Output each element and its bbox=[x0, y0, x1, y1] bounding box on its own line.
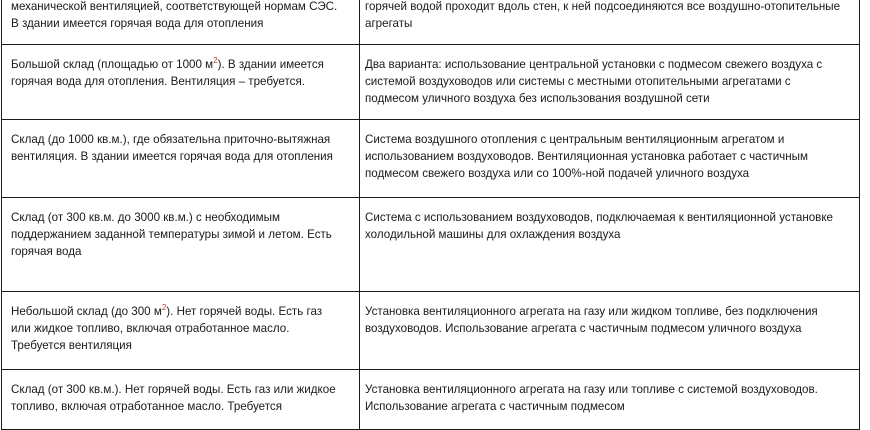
cell-text: ). Нет горячей воды. Есть газ или жидкое топливо, включая отработанное масло. Требуется вентиляция bbox=[11, 305, 323, 353]
cell-text: Система воздушного отопления с центральным вентиляционным агрегатом и использованием воздуховодов. Вентиляционная установка работает с частичным подмесом свежего воздуха или со 100%-ной подачей уличного воздуха bbox=[365, 133, 808, 181]
cell-text: механической вентиляцией, соответствующей нормам СЭС. В здании имеется горячая вода для отопления bbox=[11, 0, 338, 31]
table-cell-solution bbox=[360, 0, 860, 45]
table-cell-condition bbox=[2, 292, 360, 370]
table-cell-solution bbox=[360, 45, 860, 120]
cell-text: Небольшой склад (до 300 м bbox=[11, 305, 162, 318]
table-cell-condition bbox=[2, 45, 360, 120]
cell-text: Большой склад (площадью от 1000 м bbox=[11, 58, 214, 71]
table-row bbox=[2, 198, 860, 292]
superscript: 2 bbox=[213, 56, 218, 65]
cell-text: Два варианта: использование центральной установки с подмесом свежего воздуха с системой воздуховодов или системы с местными отопительными агрегатами с подмесом уличного воздуха без использования воздушной сети bbox=[365, 58, 823, 106]
ventilation-comparison-table bbox=[1, 0, 860, 430]
cell-text: Склад (от 300 кв.м.). Нет горячей воды. Есть газ или жидкое топливо, включая отработанное масло. Требуется bbox=[11, 383, 336, 414]
table-cell-solution bbox=[360, 292, 860, 370]
cell-text: Установка вентиляционного агрегата на газу или жидком топливе, без подключения воздуховодов. Использование агрегата с частичным подмесом уличного воздуха bbox=[365, 305, 818, 336]
cell-text: Склад (от 300 кв.м. до 3000 кв.м.) с необходимым поддержанием заданной температуры зимой и летом. Есть горячая вода bbox=[11, 211, 332, 259]
cell-text: Система с использованием воздуховодов, подключаемая к вентиляционной установке холодильной машины для охлаждения воздуха bbox=[365, 211, 833, 242]
cell-text: ). В здании имеется горячая вода для отопления. Вентиляция – требуется. bbox=[11, 58, 324, 89]
table-cell-condition bbox=[2, 0, 360, 45]
table-row bbox=[2, 120, 860, 198]
table-cell-condition bbox=[2, 120, 360, 198]
table-cell-condition bbox=[2, 198, 360, 292]
table-row bbox=[2, 292, 860, 370]
cell-text: Склад (до 1000 кв.м.), где обязательна приточно-вытяжная вентиляция. В здании имеется горячая вода для отопления bbox=[11, 133, 333, 164]
cell-text: горячей водой проходит вдоль стен, к ней подсоединяются все воздушно-отопительные агрегаты bbox=[365, 0, 841, 31]
table-cell-solution bbox=[360, 198, 860, 292]
table-cell-solution bbox=[360, 120, 860, 198]
cell-text: Установка вентиляционного агрегата на газу или топливе с системой воздуховодов. Использование агрегата с частичным подмесом bbox=[365, 383, 818, 414]
table-row bbox=[2, 45, 860, 120]
table-row bbox=[2, 0, 860, 45]
superscript: 2 bbox=[161, 303, 167, 312]
